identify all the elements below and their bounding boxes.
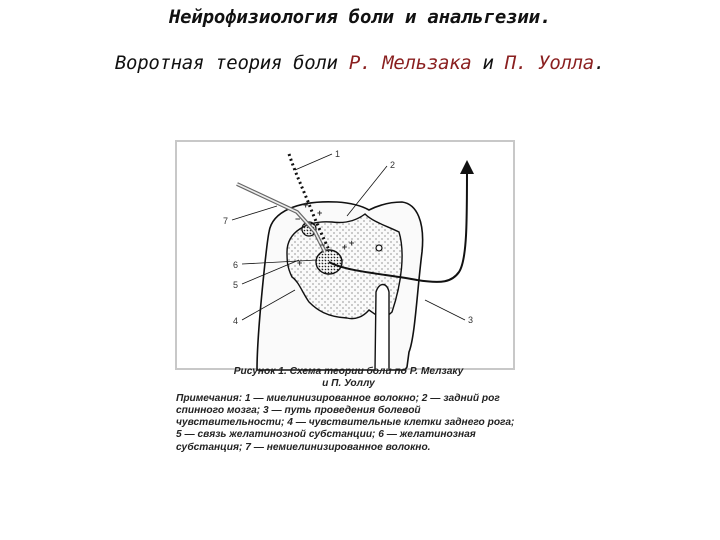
slide-subtitle [0,52,720,74]
label-4: 4 [233,316,239,326]
label-7: 7 [223,216,229,226]
label-5: 5 [233,280,239,290]
author-melzack: Р. Мельзака [348,52,472,74]
label-3: 3 [468,315,474,325]
leader-line-3 [425,300,465,320]
subtitle-prefix: Воротная теория боли [114,52,349,74]
leader-line-1 [295,154,332,170]
caption-notes: Примечания: 1 — миелинизированное волокно; 2 — задний рог спинного мозга; 3 — путь проведения болевой чувствительности; 4 — чувствительные клетки заднего рога; 5 — связь желатинозной субстанции; 6 — желатинозная субстанция; 7 — немиелинизированное волокно. [176,392,515,453]
caption-title-line2: и П. Уоллу [322,378,375,390]
figure-caption [176,366,521,454]
caption-title-line1: Рисунок 1. Схема теории боли по Р. Мелзаку [233,366,464,377]
slide-title: Нейрофизиология боли и анальгезии. [168,6,552,28]
label-6: 6 [233,260,239,270]
leader-line-7 [232,206,277,220]
spinal-cord-diagram [177,142,517,372]
subtitle-end: . [593,52,606,74]
central-canal [376,245,382,251]
author-wall: П. Уолла [504,52,594,74]
plus-sign: + [317,208,323,218]
subtitle-mid: и [471,52,505,74]
plus-sign: + [297,258,303,268]
plus-sign: + [342,242,348,252]
gate-theory-diagram [175,140,515,370]
plus-sign: + [303,200,309,210]
pathway-arrow-icon [460,160,474,174]
label-1: 1 [335,149,341,159]
label-2: 2 [390,160,396,170]
minus-sign: − [295,214,301,224]
plus-sign: + [349,238,355,248]
median-fissure [375,285,389,371]
minus-sign: − [320,240,326,250]
